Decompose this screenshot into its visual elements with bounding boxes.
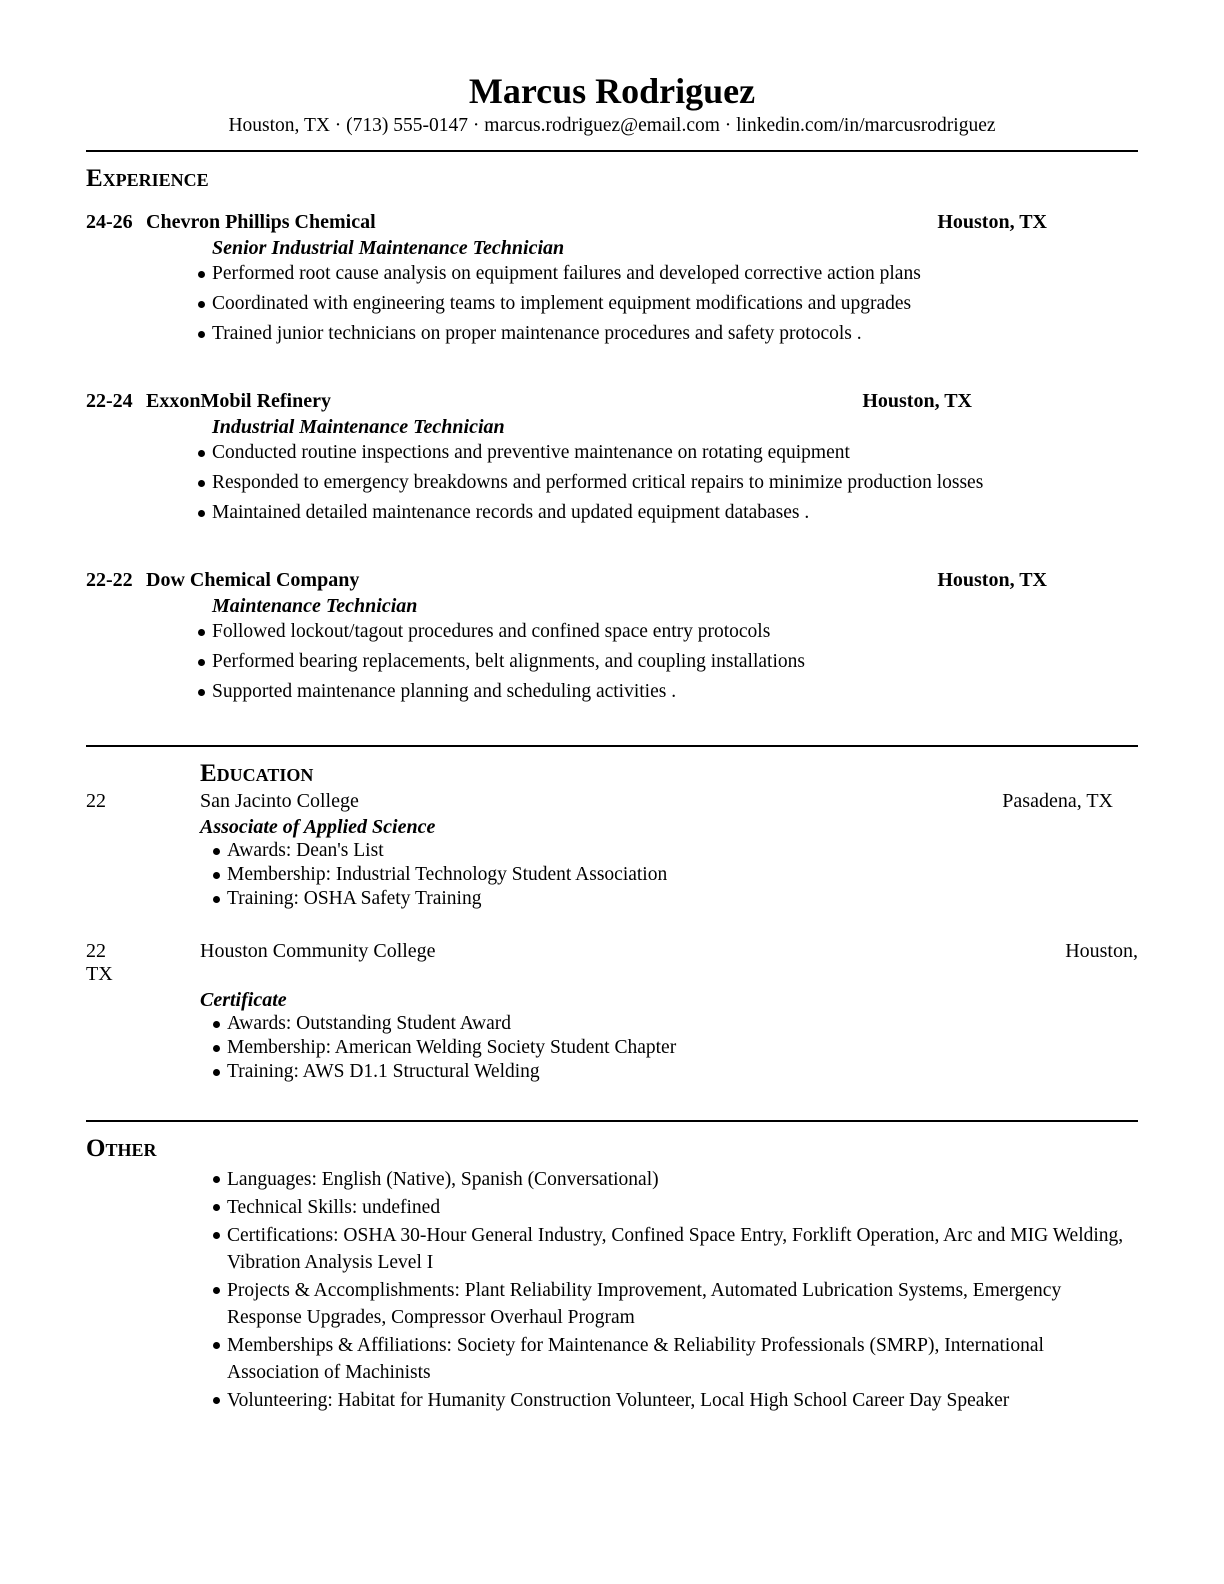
bullet-item: Maintained detailed maintenance records and updated equipment databases . (198, 503, 1138, 523)
section-education (86, 759, 1138, 1082)
bullet-item: Trained junior technicians on proper maintenance procedures and safety protocols . (198, 324, 1138, 344)
degree-title: Associate of Applied Science (200, 816, 436, 838)
section-other (86, 1134, 1138, 1414)
bullet-list (86, 1014, 1138, 1082)
job-header (86, 210, 1138, 234)
school-location: Houston, (1065, 940, 1138, 962)
job-title: Industrial Maintenance Technician (212, 416, 505, 438)
job-title: Senior Industrial Maintenance Technician (212, 237, 565, 259)
bullet-list (86, 264, 1138, 344)
job-dates: 24-26 (86, 211, 133, 233)
bullet-item: Responded to emergency breakdowns and performed critical repairs to minimize production losses (198, 473, 1138, 493)
job-company: ExxonMobil Refinery (146, 390, 331, 412)
school-location-wrap: TX (86, 963, 113, 985)
section-divider (86, 745, 1138, 747)
other-heading: Other (86, 1135, 157, 1162)
bullet-item: Certifications: OSHA 30-Hour General Industry, Confined Space Entry, Forklift Operation, Arc and MIG Welding, Vibration Analysis Level I (213, 1222, 1124, 1276)
job-location: Houston, TX (862, 390, 972, 412)
bullet-item: Membership: American Welding Society Student Chapter (213, 1038, 1138, 1058)
bullet-item: Performed bearing replacements, belt alignments, and coupling installations (198, 652, 1138, 672)
job-dates: 22-22 (86, 569, 133, 591)
bullet-list (86, 622, 1138, 702)
job-entry (86, 389, 1138, 523)
school-header (86, 939, 1138, 963)
bullet-item: Technical Skills: undefined (213, 1194, 1124, 1221)
bullet-list (86, 443, 1138, 523)
bullet-item: Awards: Dean's List (213, 841, 1138, 861)
bullet-item: Training: AWS D1.1 Structural Welding (213, 1062, 1138, 1082)
bullet-item: Training: OSHA Safety Training (213, 889, 1138, 909)
bullet-item: Supported maintenance planning and scheduling activities . (198, 682, 1138, 702)
job-header (86, 389, 1138, 413)
job-company: Dow Chemical Company (146, 569, 360, 591)
school-name: Houston Community College (200, 940, 436, 962)
job-company: Chevron Phillips Chemical (146, 211, 376, 233)
section-experience (86, 164, 1138, 702)
school-entry (86, 939, 1138, 1082)
resume-header (86, 70, 1138, 138)
bullet-item: Memberships & Affiliations: Society for Maintenance & Reliability Professionals (SMRP), International Association of Machinists (213, 1332, 1124, 1386)
job-location: Houston, TX (937, 211, 1047, 233)
candidate-name: Marcus Rodriguez (468, 71, 756, 111)
bullet-item: Performed root cause analysis on equipment failures and developed corrective action plans (198, 264, 1138, 284)
school-location: Pasadena, TX (1002, 790, 1113, 812)
experience-heading: Experience (86, 165, 209, 192)
bullet-item: Volunteering: Habitat for Humanity Construction Volunteer, Local High School Career Day Speaker (213, 1387, 1124, 1414)
job-location: Houston, TX (937, 569, 1047, 591)
school-name: San Jacinto College (200, 790, 359, 812)
bullet-item: Membership: Industrial Technology Student Association (213, 865, 1138, 885)
school-header (86, 789, 1138, 813)
school-dates: 22 (86, 940, 106, 962)
bullet-list (86, 841, 1138, 909)
section-divider (86, 1120, 1138, 1122)
job-dates: 22-24 (86, 390, 133, 412)
job-header (86, 568, 1138, 592)
header-divider (86, 150, 1138, 152)
bullet-item: Languages: English (Native), Spanish (Conversational) (213, 1166, 1124, 1193)
bullet-item: Followed lockout/tagout procedures and confined space entry protocols (198, 622, 1138, 642)
school-entry (86, 789, 1138, 909)
school-dates: 22 (86, 790, 106, 812)
education-heading: Education (200, 760, 314, 787)
job-title: Maintenance Technician (212, 595, 418, 617)
bullet-item: Coordinated with engineering teams to implement equipment modifications and upgrades (198, 294, 1138, 314)
bullet-item: Conducted routine inspections and preventive maintenance on rotating equipment (198, 443, 1138, 463)
job-entry (86, 210, 1138, 344)
degree-title: Certificate (200, 989, 287, 1011)
bullet-list (86, 1166, 1124, 1414)
bullet-item: Projects & Accomplishments: Plant Reliability Improvement, Automated Lubrication Systems, Emergency Response Upgrades, Compressor Overhaul Program (213, 1277, 1124, 1331)
contact-line: Houston, TX · (713) 555-0147 · marcus.rodriguez@email.com · linkedin.com/in/marcusrodriguez (228, 115, 996, 136)
bullet-item: Awards: Outstanding Student Award (213, 1014, 1138, 1034)
job-entry (86, 568, 1138, 702)
